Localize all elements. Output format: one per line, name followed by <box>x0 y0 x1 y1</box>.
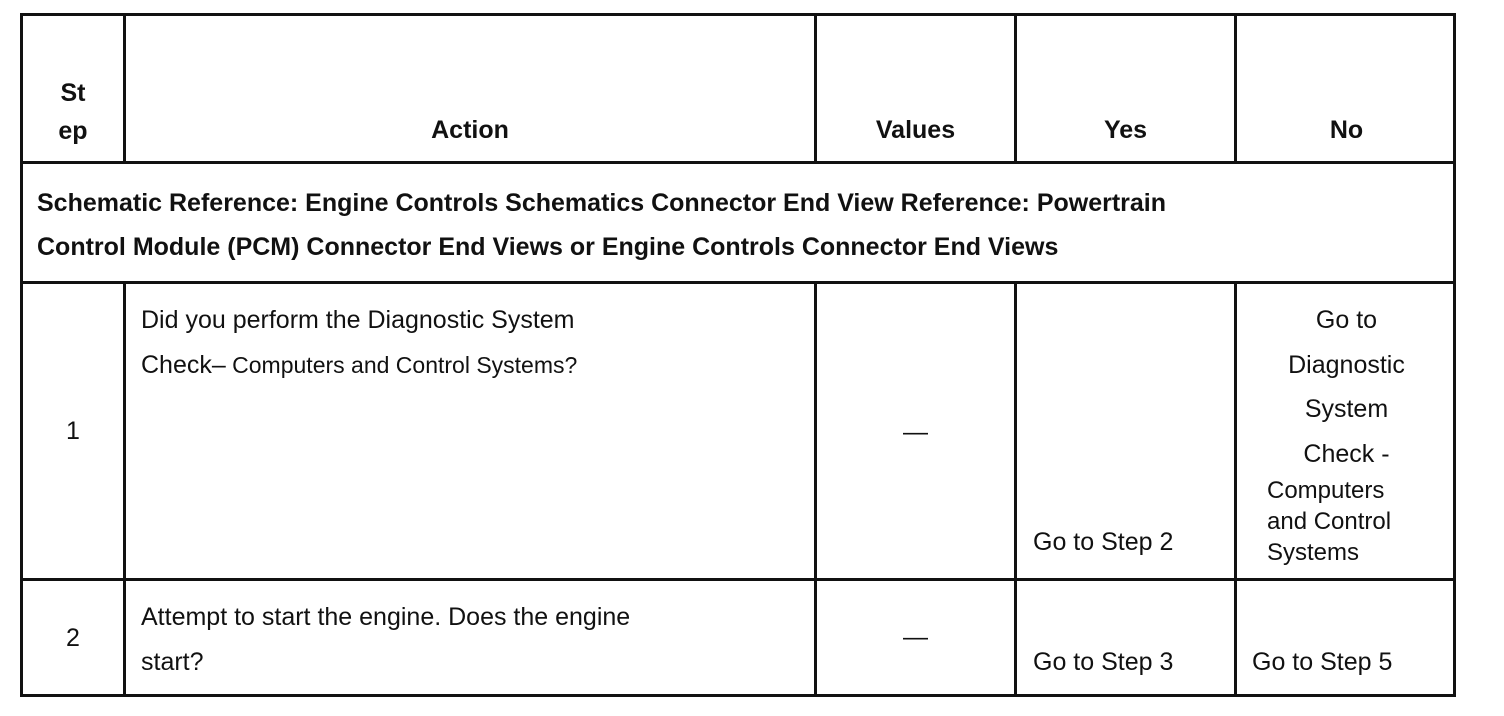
action-line-2-part-a: Check– <box>141 351 226 379</box>
yes-cell <box>1017 581 1237 697</box>
table-header-row <box>23 16 1453 164</box>
header-values-cell <box>817 16 1017 161</box>
table-row <box>23 581 1453 697</box>
header-no-cell <box>1237 16 1456 161</box>
values-cell <box>817 284 1017 578</box>
action-line-2: start? <box>141 648 204 676</box>
step-cell <box>23 581 126 697</box>
action-line-1: Attempt to start the engine. Does the engine <box>141 603 631 631</box>
no-cell <box>1237 581 1456 697</box>
header-values: Values <box>875 116 956 144</box>
yes-cell <box>1017 284 1237 578</box>
yes-text: Go to Step 3 <box>1033 648 1174 676</box>
header-yes: Yes <box>1103 116 1148 144</box>
schematic-reference-row <box>23 164 1453 284</box>
reference-line-1: Schematic Reference: Engine Controls Schematics Connector End View Reference: Powertrain <box>37 189 1167 217</box>
table-row <box>23 284 1453 581</box>
step-cell <box>23 284 126 578</box>
header-no: No <box>1329 116 1364 144</box>
values-cell <box>817 581 1017 697</box>
schematic-reference-text <box>37 181 1367 269</box>
diagnostic-table <box>20 13 1456 697</box>
no-small-line-2: and Control <box>1267 508 1392 535</box>
values-dash: — <box>903 418 928 446</box>
header-action: Action <box>431 116 509 144</box>
no-line-4: Check - <box>1303 439 1390 468</box>
action-line-2 <box>141 343 701 388</box>
no-cell <box>1237 284 1456 578</box>
action-line-2-part-b: Computers and Control Systems? <box>225 352 578 378</box>
header-step-line1: St <box>60 79 86 107</box>
no-text-secondary <box>1267 475 1391 568</box>
action-line-1: Did you perform the Diagnostic System <box>141 306 575 334</box>
no-text-main <box>1237 298 1456 476</box>
no-small-line-1: Computers <box>1267 477 1385 504</box>
step-number: 1 <box>66 417 80 445</box>
action-text <box>141 595 701 685</box>
header-action-cell <box>126 16 817 161</box>
values-dash: — <box>903 623 928 651</box>
no-line-3: System <box>1304 395 1389 423</box>
yes-text: Go to Step 2 <box>1033 528 1174 556</box>
no-line-2: Diagnostic <box>1288 350 1405 379</box>
action-cell <box>126 581 817 697</box>
header-yes-cell <box>1017 16 1237 161</box>
step-number: 2 <box>66 624 80 652</box>
no-small-line-3: Systems <box>1267 539 1360 566</box>
reference-line-2: Control Module (PCM) Connector End Views or Engine Controls Connector End Views <box>37 233 1059 261</box>
header-step-cell <box>23 16 126 161</box>
action-text <box>141 298 701 388</box>
no-line-1: Go to <box>1315 306 1378 334</box>
no-text: Go to Step 5 <box>1252 648 1393 676</box>
action-cell <box>126 284 817 578</box>
header-step-line2: ep <box>58 117 88 145</box>
